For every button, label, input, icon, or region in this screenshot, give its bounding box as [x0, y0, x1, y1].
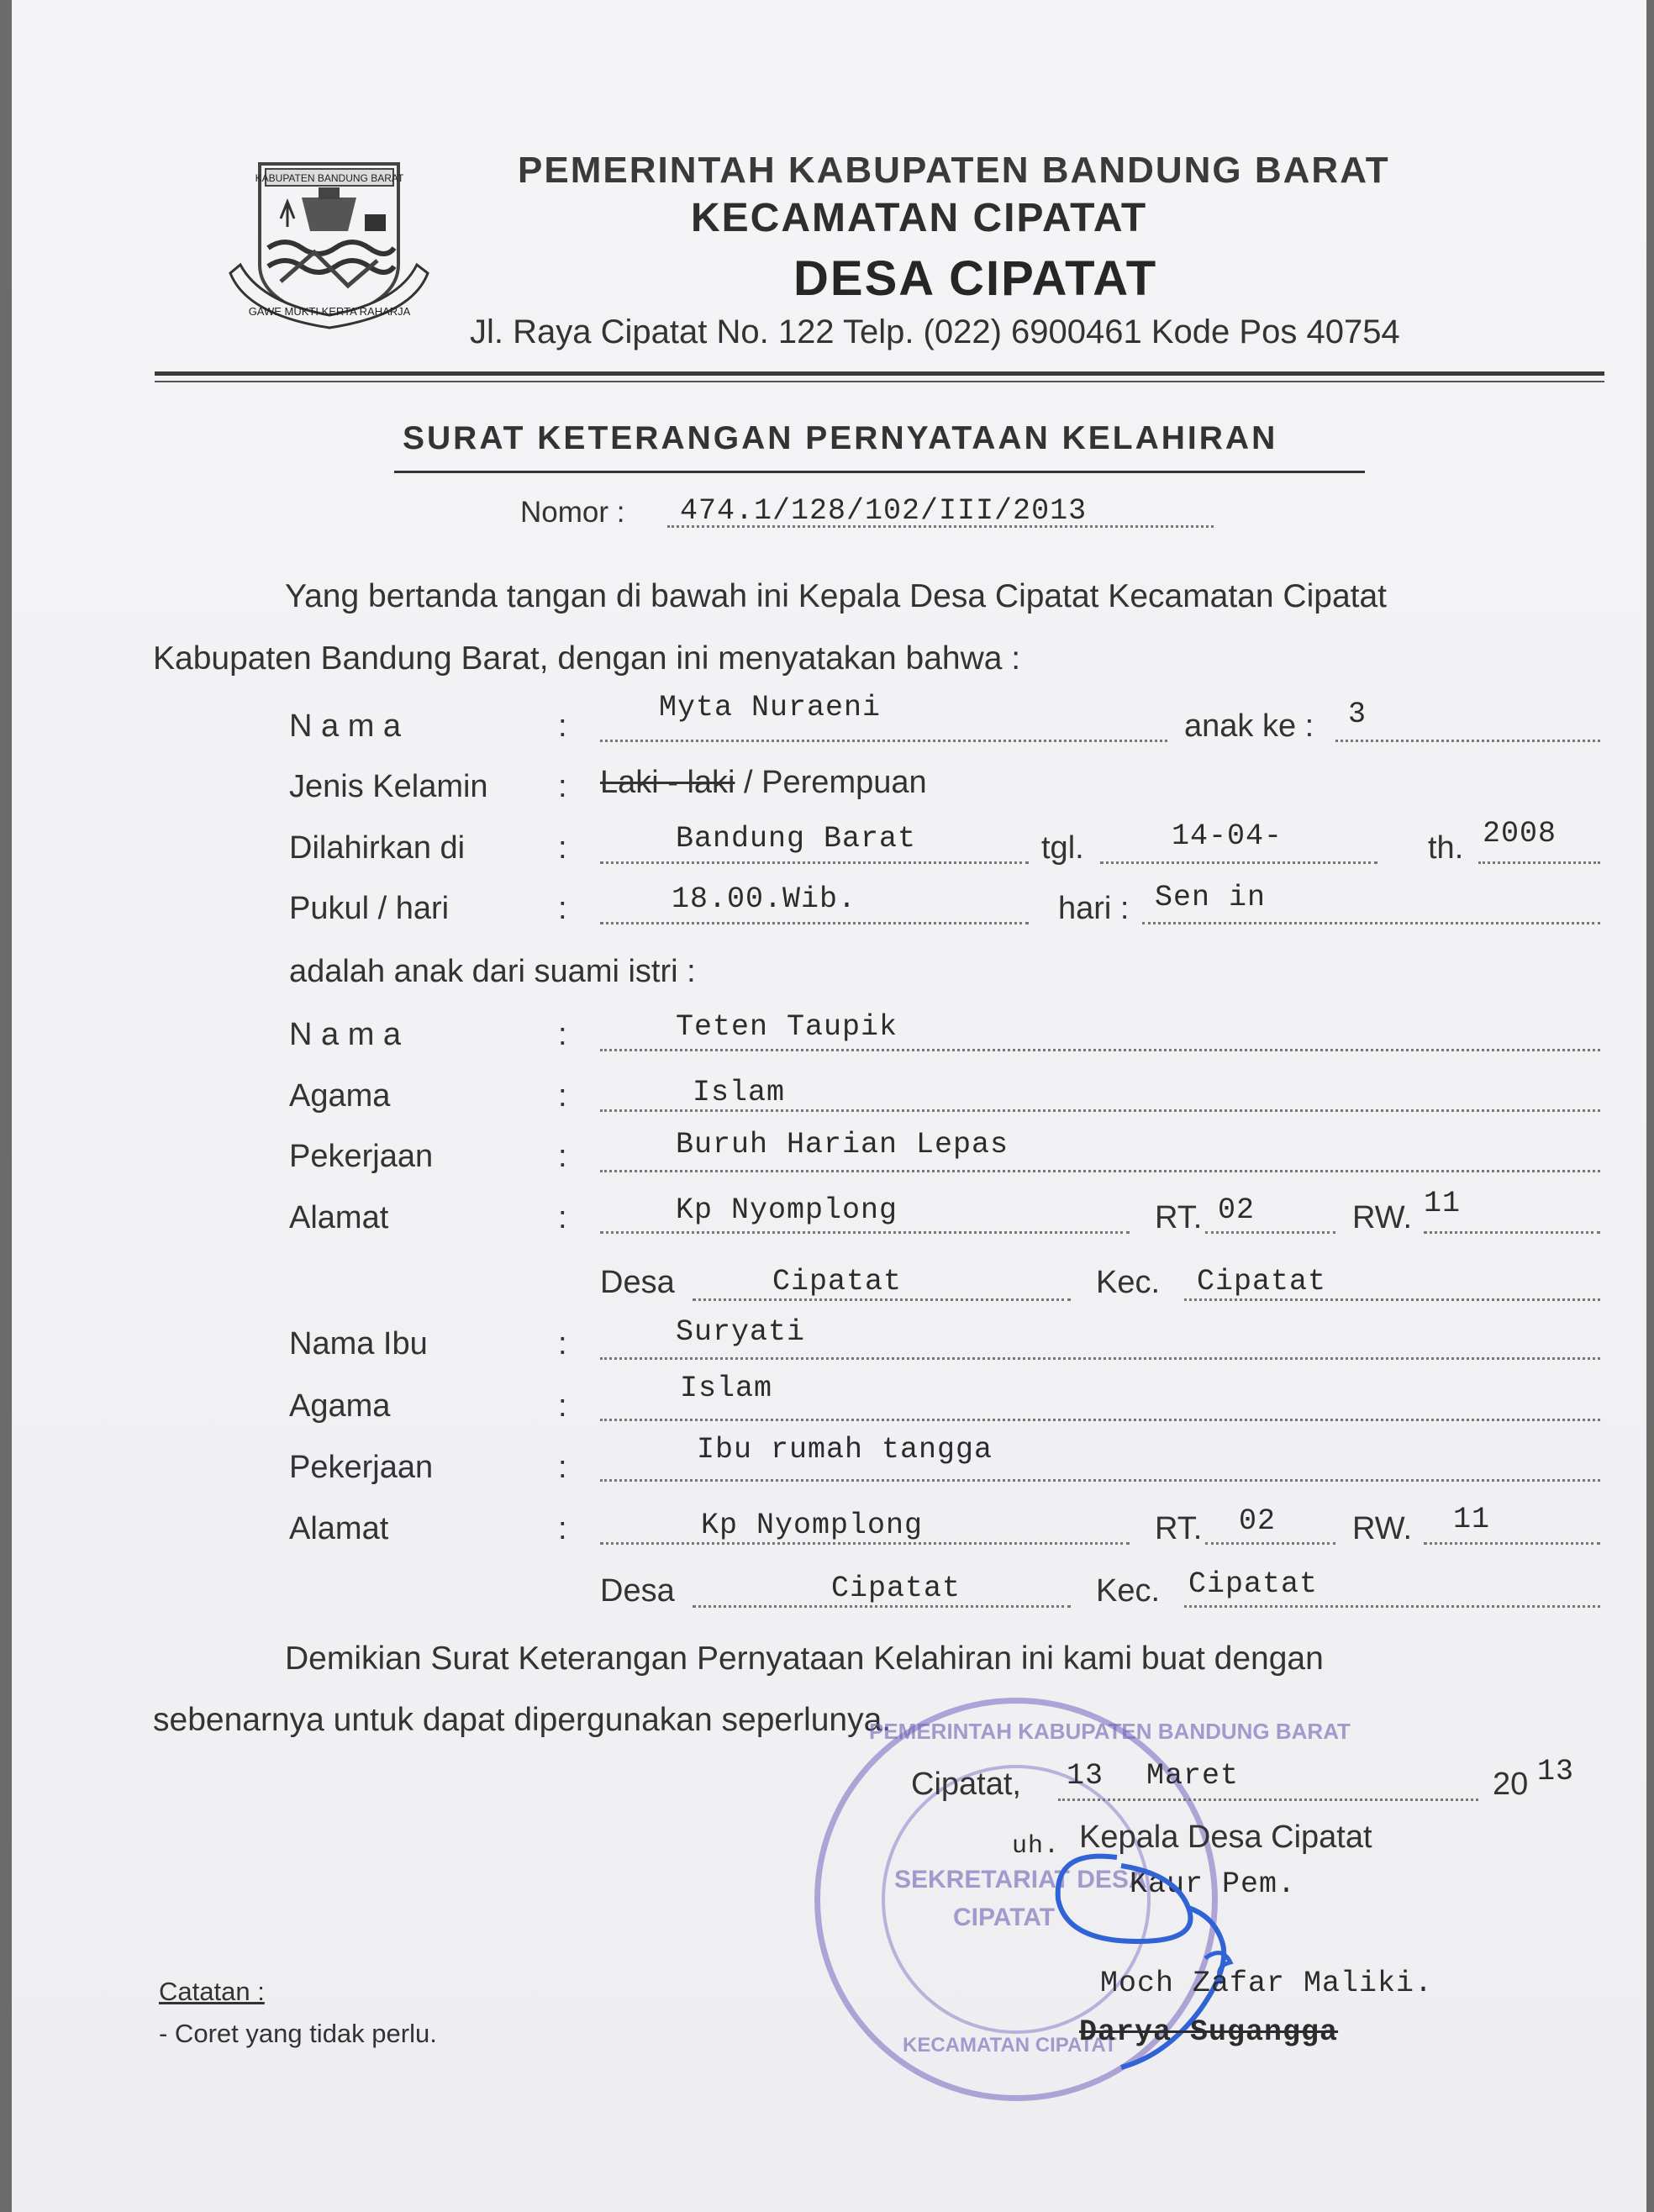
signature-date-dots [1058, 1799, 1478, 1801]
father-religion-label: Agama [289, 1078, 391, 1114]
father-job-label: Pekerjaan [289, 1139, 434, 1174]
colon: : [558, 1388, 567, 1424]
birth-day-value: Sen in [1155, 881, 1267, 914]
intro-line-2: Kabupaten Bandung Barat, dengan ini menyatakan bahwa : [153, 640, 1021, 677]
father-rt-value: 02 [1218, 1193, 1256, 1227]
birth-day-dots [1142, 922, 1600, 924]
child-order-value: 3 [1348, 698, 1367, 731]
district-heading: KECAMATAN CIPATAT [691, 196, 1148, 240]
father-address-value: Kp Nyomplong [676, 1193, 898, 1227]
regency-emblem [222, 147, 432, 336]
note-text: - Coret yang tidak perlu. [159, 2019, 437, 2048]
signer-name: Moch Zafar Maliki. [1100, 1967, 1434, 2000]
child-name-value: Myta Nuraeni [659, 691, 882, 724]
closing-line-2: sebenarnya untuk dapat dipergunakan seperlunya. [153, 1702, 892, 1738]
birth-year-dots [1478, 861, 1600, 864]
parents-intro: adalah anak dari suami istri : [289, 954, 696, 989]
colon: : [558, 1511, 567, 1546]
colon: : [558, 1450, 567, 1485]
birth-year-label: th. [1428, 830, 1464, 866]
document-page [12, 0, 1646, 2212]
mother-name-label: Nama Ibu [289, 1326, 428, 1361]
child-order-label: anak ke : [1184, 708, 1314, 744]
signature-date-day: 13 [1067, 1759, 1104, 1793]
father-address-label: Alamat [289, 1200, 389, 1235]
struck-name: Darya Sugangga [1079, 2015, 1339, 2049]
colon: : [558, 708, 567, 744]
colon: : [558, 1326, 567, 1361]
signature-date-month: Maret [1146, 1759, 1240, 1793]
stamp-ring-text: PEMERINTAH KABUPATEN BANDUNG BARAT [869, 1719, 1351, 1744]
mother-district-dots [1184, 1605, 1600, 1608]
colon: : [558, 1200, 567, 1235]
mother-name-dots [600, 1357, 1600, 1360]
father-district-dots [1184, 1298, 1600, 1301]
birth-time-dots [600, 922, 1029, 924]
colon: : [558, 1078, 567, 1114]
colon: : [558, 891, 567, 926]
gender-remaining: / Perempuan [735, 765, 927, 800]
village-heading: DESA CIPATAT [793, 251, 1158, 306]
birth-time-label: Pukul / hari [289, 891, 450, 926]
header-divider-thin [155, 381, 1604, 382]
mother-village-value: Cipatat [831, 1572, 961, 1605]
father-village-value: Cipatat [772, 1265, 903, 1298]
mother-address-label: Alamat [289, 1511, 389, 1546]
colon: : [558, 1017, 567, 1052]
father-district-value: Cipatat [1197, 1265, 1327, 1298]
father-rw-value: 11 [1424, 1187, 1462, 1220]
signature-year-suffix: 13 [1537, 1755, 1575, 1788]
birth-year-value: 2008 [1483, 817, 1557, 851]
mother-district-label: Kec. [1096, 1573, 1161, 1609]
father-village-label: Desa [600, 1265, 675, 1300]
signature-position-2: Kaur Pem. [1130, 1867, 1297, 1901]
stamp-center-line-2: CIPATAT [953, 1904, 1056, 1931]
title-underline [394, 471, 1365, 473]
signature-place: Cipatat, [911, 1767, 1021, 1802]
father-rt-dots [1205, 1231, 1335, 1234]
number-label: Nomor : [520, 496, 625, 529]
mother-job-value: Ibu rumah tangga [697, 1433, 993, 1467]
birthplace-value: Bandung Barat [676, 822, 917, 856]
header-divider [155, 371, 1604, 376]
father-job-dots [600, 1170, 1600, 1172]
mother-rw-dots [1424, 1542, 1600, 1545]
father-name-dots [600, 1049, 1600, 1051]
closing-line-1: Demikian Surat Keterangan Pernyataan Kelahiran ini kami buat dengan [285, 1641, 1324, 1677]
svg-text:GAWE MUKTI KERTA RAHARJA: GAWE MUKTI KERTA RAHARJA [248, 305, 411, 318]
birth-day-label: hari : [1058, 891, 1130, 926]
mother-district-value: Cipatat [1188, 1567, 1319, 1601]
birthplace-dots [600, 861, 1029, 864]
colon: : [558, 830, 567, 866]
document-title: SURAT KETERANGAN PERNYATAAN KELAHIRAN [403, 420, 1278, 456]
father-name-label: N a m a [289, 1017, 402, 1052]
signature-year-prefix: 20 [1493, 1767, 1529, 1802]
mother-rt-value: 02 [1239, 1504, 1277, 1538]
father-religion-dots [600, 1109, 1600, 1112]
father-address-dots [600, 1231, 1130, 1234]
mother-village-label: Desa [600, 1573, 675, 1609]
mother-job-dots [600, 1479, 1600, 1482]
mother-address-dots [600, 1542, 1130, 1545]
father-religion-value: Islam [693, 1076, 786, 1109]
mother-religion-label: Agama [289, 1388, 391, 1424]
intro-line-1: Yang bertanda tangan di bawah ini Kepala Desa Cipatat Kecamatan Cipatat [285, 578, 1387, 614]
mother-rw-value: 11 [1453, 1503, 1491, 1536]
colon: : [558, 1139, 567, 1174]
colon: : [558, 769, 567, 804]
birth-time-value: 18.00.Wib. [672, 882, 857, 916]
birth-date-dots [1100, 861, 1377, 864]
father-rw-label: RW. [1352, 1200, 1413, 1235]
stamp-bottom-text: KECAMATAN CIPATAT [903, 2034, 1117, 2057]
stamp-center-line-1: SEKRETARIAT DESA [894, 1866, 1147, 1893]
mother-religion-value: Islam [680, 1372, 773, 1405]
address-line: Jl. Raya Cipatat No. 122 Telp. (022) 6900461 Kode Pos 40754 [470, 313, 1400, 350]
father-village-dots [693, 1298, 1071, 1301]
mother-religion-dots [600, 1419, 1600, 1421]
mother-name-value: Suryati [676, 1315, 806, 1349]
father-rt-label: RT. [1155, 1200, 1203, 1235]
gender-label: Jenis Kelamin [289, 769, 488, 804]
number-dots [667, 525, 1214, 528]
mother-rw-label: RW. [1352, 1511, 1413, 1546]
child-name-dots [600, 740, 1167, 742]
signature-position: Kepala Desa Cipatat [1079, 1820, 1372, 1855]
number-value: 474.1/128/102/III/2013 [680, 494, 1088, 528]
note-label: Catatan : [159, 1977, 265, 2006]
father-name-value: Teten Taupik [676, 1010, 898, 1044]
gender-options [600, 765, 927, 801]
svg-text:KABUPATEN BANDUNG BARAT: KABUPATEN BANDUNG BARAT [255, 172, 404, 184]
mother-address-value: Kp Nyomplong [701, 1509, 924, 1542]
birth-date-label: tgl. [1041, 830, 1084, 866]
child-name-label: N a m a [289, 708, 402, 744]
father-job-value: Buruh Harian Lepas [676, 1128, 1009, 1161]
mother-rt-dots [1205, 1542, 1335, 1545]
birthplace-label: Dilahirkan di [289, 830, 466, 866]
birth-date-value: 14-04- [1172, 819, 1283, 853]
father-rw-dots [1424, 1231, 1600, 1234]
mother-job-label: Pekerjaan [289, 1450, 434, 1485]
gender-struck: Laki - laki [600, 765, 735, 800]
mother-rt-label: RT. [1155, 1511, 1203, 1546]
government-heading: PEMERINTAH KABUPATEN BANDUNG BARAT [518, 150, 1390, 191]
child-order-dots [1335, 740, 1600, 742]
father-district-label: Kec. [1096, 1265, 1161, 1300]
mother-village-dots [693, 1605, 1071, 1608]
signature-uh: uh. [1012, 1832, 1061, 1861]
